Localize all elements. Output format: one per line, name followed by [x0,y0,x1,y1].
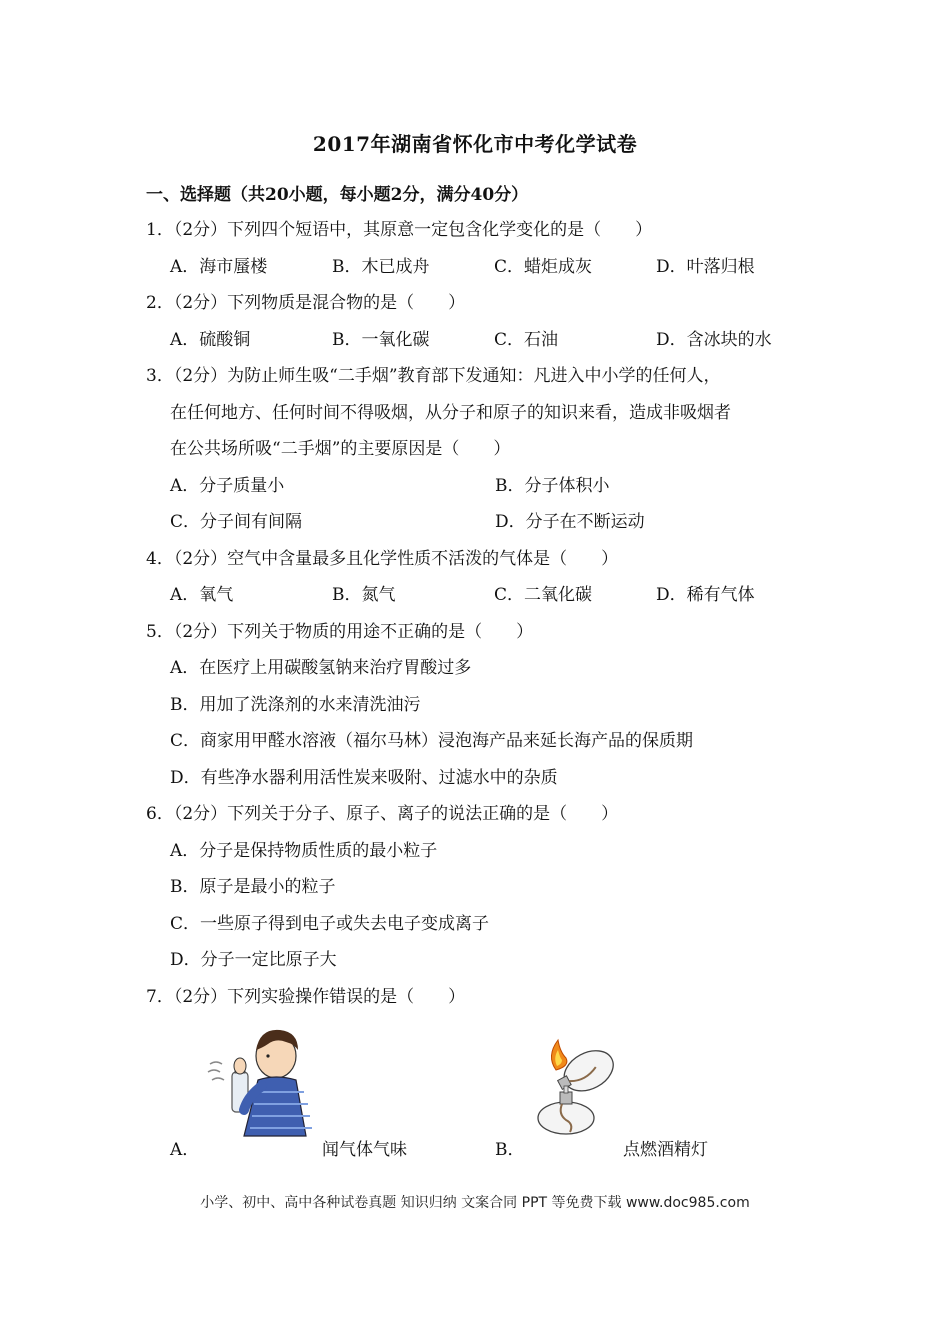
question-3-stem-line-3: 在公共场所吸“二手烟”的主要原因是（ ） [170,439,511,459]
question-5-stem: 5．（2分）下列关于物质的用途不正确的是（ ） [146,621,534,642]
option-b[interactable]: B．一氧化碳 [332,329,430,350]
exam-title: 2017年湖南省怀化市中考化学试卷 [312,132,638,156]
option-d[interactable]: D．分子一定比原子大 [170,950,337,970]
option-b-letter[interactable]: B． [495,1140,525,1160]
option-b-label: 点燃酒精灯 [623,1140,708,1160]
option-c[interactable]: C．二氧化碳 [494,585,593,605]
option-a[interactable]: A．分子质量小 [170,475,285,496]
question-2-stem: 2．（2分）下列物质是混合物的是（ ） [146,293,466,313]
questions [146,216,826,1019]
question-3-stem-line-2: 在任何地方、任何时间不得吸烟，从分子和原子的知识来看，造成非吸烟者 [170,402,731,423]
page-footer: 小学、初中、高中各种试卷真题 知识归纳 文案合同 PPT 等免费下载 www.doc985.com [200,1195,750,1211]
option-a[interactable]: A．氧气 [170,585,234,605]
question-3-stem-line-1: 3．（2分）为防止师生吸“二手烟”教育部下发通知：凡进入中小学的任何人， [146,366,721,386]
smelling-gas-illustration [204,1020,324,1140]
question-4-options [146,581,826,618]
option-b[interactable]: B．分子体积小 [495,475,610,496]
option-c[interactable]: C．商家用甲醛水溶液（福尔马林）浸泡海产品来延长海产品的保质期 [170,731,694,751]
alcohol-lamp-illustration [526,1030,626,1140]
option-b[interactable]: B．木已成舟 [332,256,430,277]
option-a[interactable]: A．在医疗上用碳酸氢钠来治疗胃酸过多 [170,658,472,678]
question-2-options [146,326,826,363]
option-a[interactable]: A．分子是保持物质性质的最小粒子 [170,840,438,861]
question-3-options-row-1 [146,472,826,509]
option-c[interactable]: C．蜡炬成灰 [494,256,593,277]
question-6-stem: 6．（2分）下列关于分子、原子、离子的说法正确的是（ ） [146,804,619,824]
option-a-label: 闻气体气味 [322,1140,407,1160]
option-b[interactable]: B．原子是最小的粒子 [170,877,336,897]
option-c[interactable]: C．石油 [494,329,559,350]
question-1-stem: 1．（2分）下列四个短语中，其原意一定包含化学变化的是（ ） [146,220,653,240]
option-d[interactable]: D．有些净水器利用活性炭来吸附、过滤水中的杂质 [170,767,558,788]
option-d[interactable]: D．稀有气体 [656,585,755,605]
question-7-figures [146,1020,826,1170]
option-a[interactable]: A．硫酸铜 [170,329,251,350]
option-b[interactable]: B．氮气 [332,585,396,605]
option-a[interactable]: A．海市蜃楼 [170,256,268,277]
question-3-options-row-2 [146,508,826,545]
option-a-letter[interactable]: A． [170,1140,200,1160]
option-b[interactable]: B．用加了洗涤剂的水来清洗油污 [170,694,421,715]
option-d[interactable]: D．叶落归根 [656,256,755,277]
option-d[interactable]: D．分子在不断运动 [495,512,645,532]
question-7-stem: 7．（2分）下列实验操作错误的是（ ） [146,986,466,1007]
option-c[interactable]: C．分子间有间隔 [170,512,303,532]
option-c[interactable]: C．一些原子得到电子或失去电子变成离子 [170,913,490,934]
question-4-stem: 4．（2分）空气中含量最多且化学性质不活泼的气体是（ ） [146,548,619,569]
question-1-options [146,253,826,290]
section-heading: 一、选择题（共20小题，每小题2分，满分40分） [146,185,529,205]
option-d[interactable]: D．含冰块的水 [656,329,772,350]
